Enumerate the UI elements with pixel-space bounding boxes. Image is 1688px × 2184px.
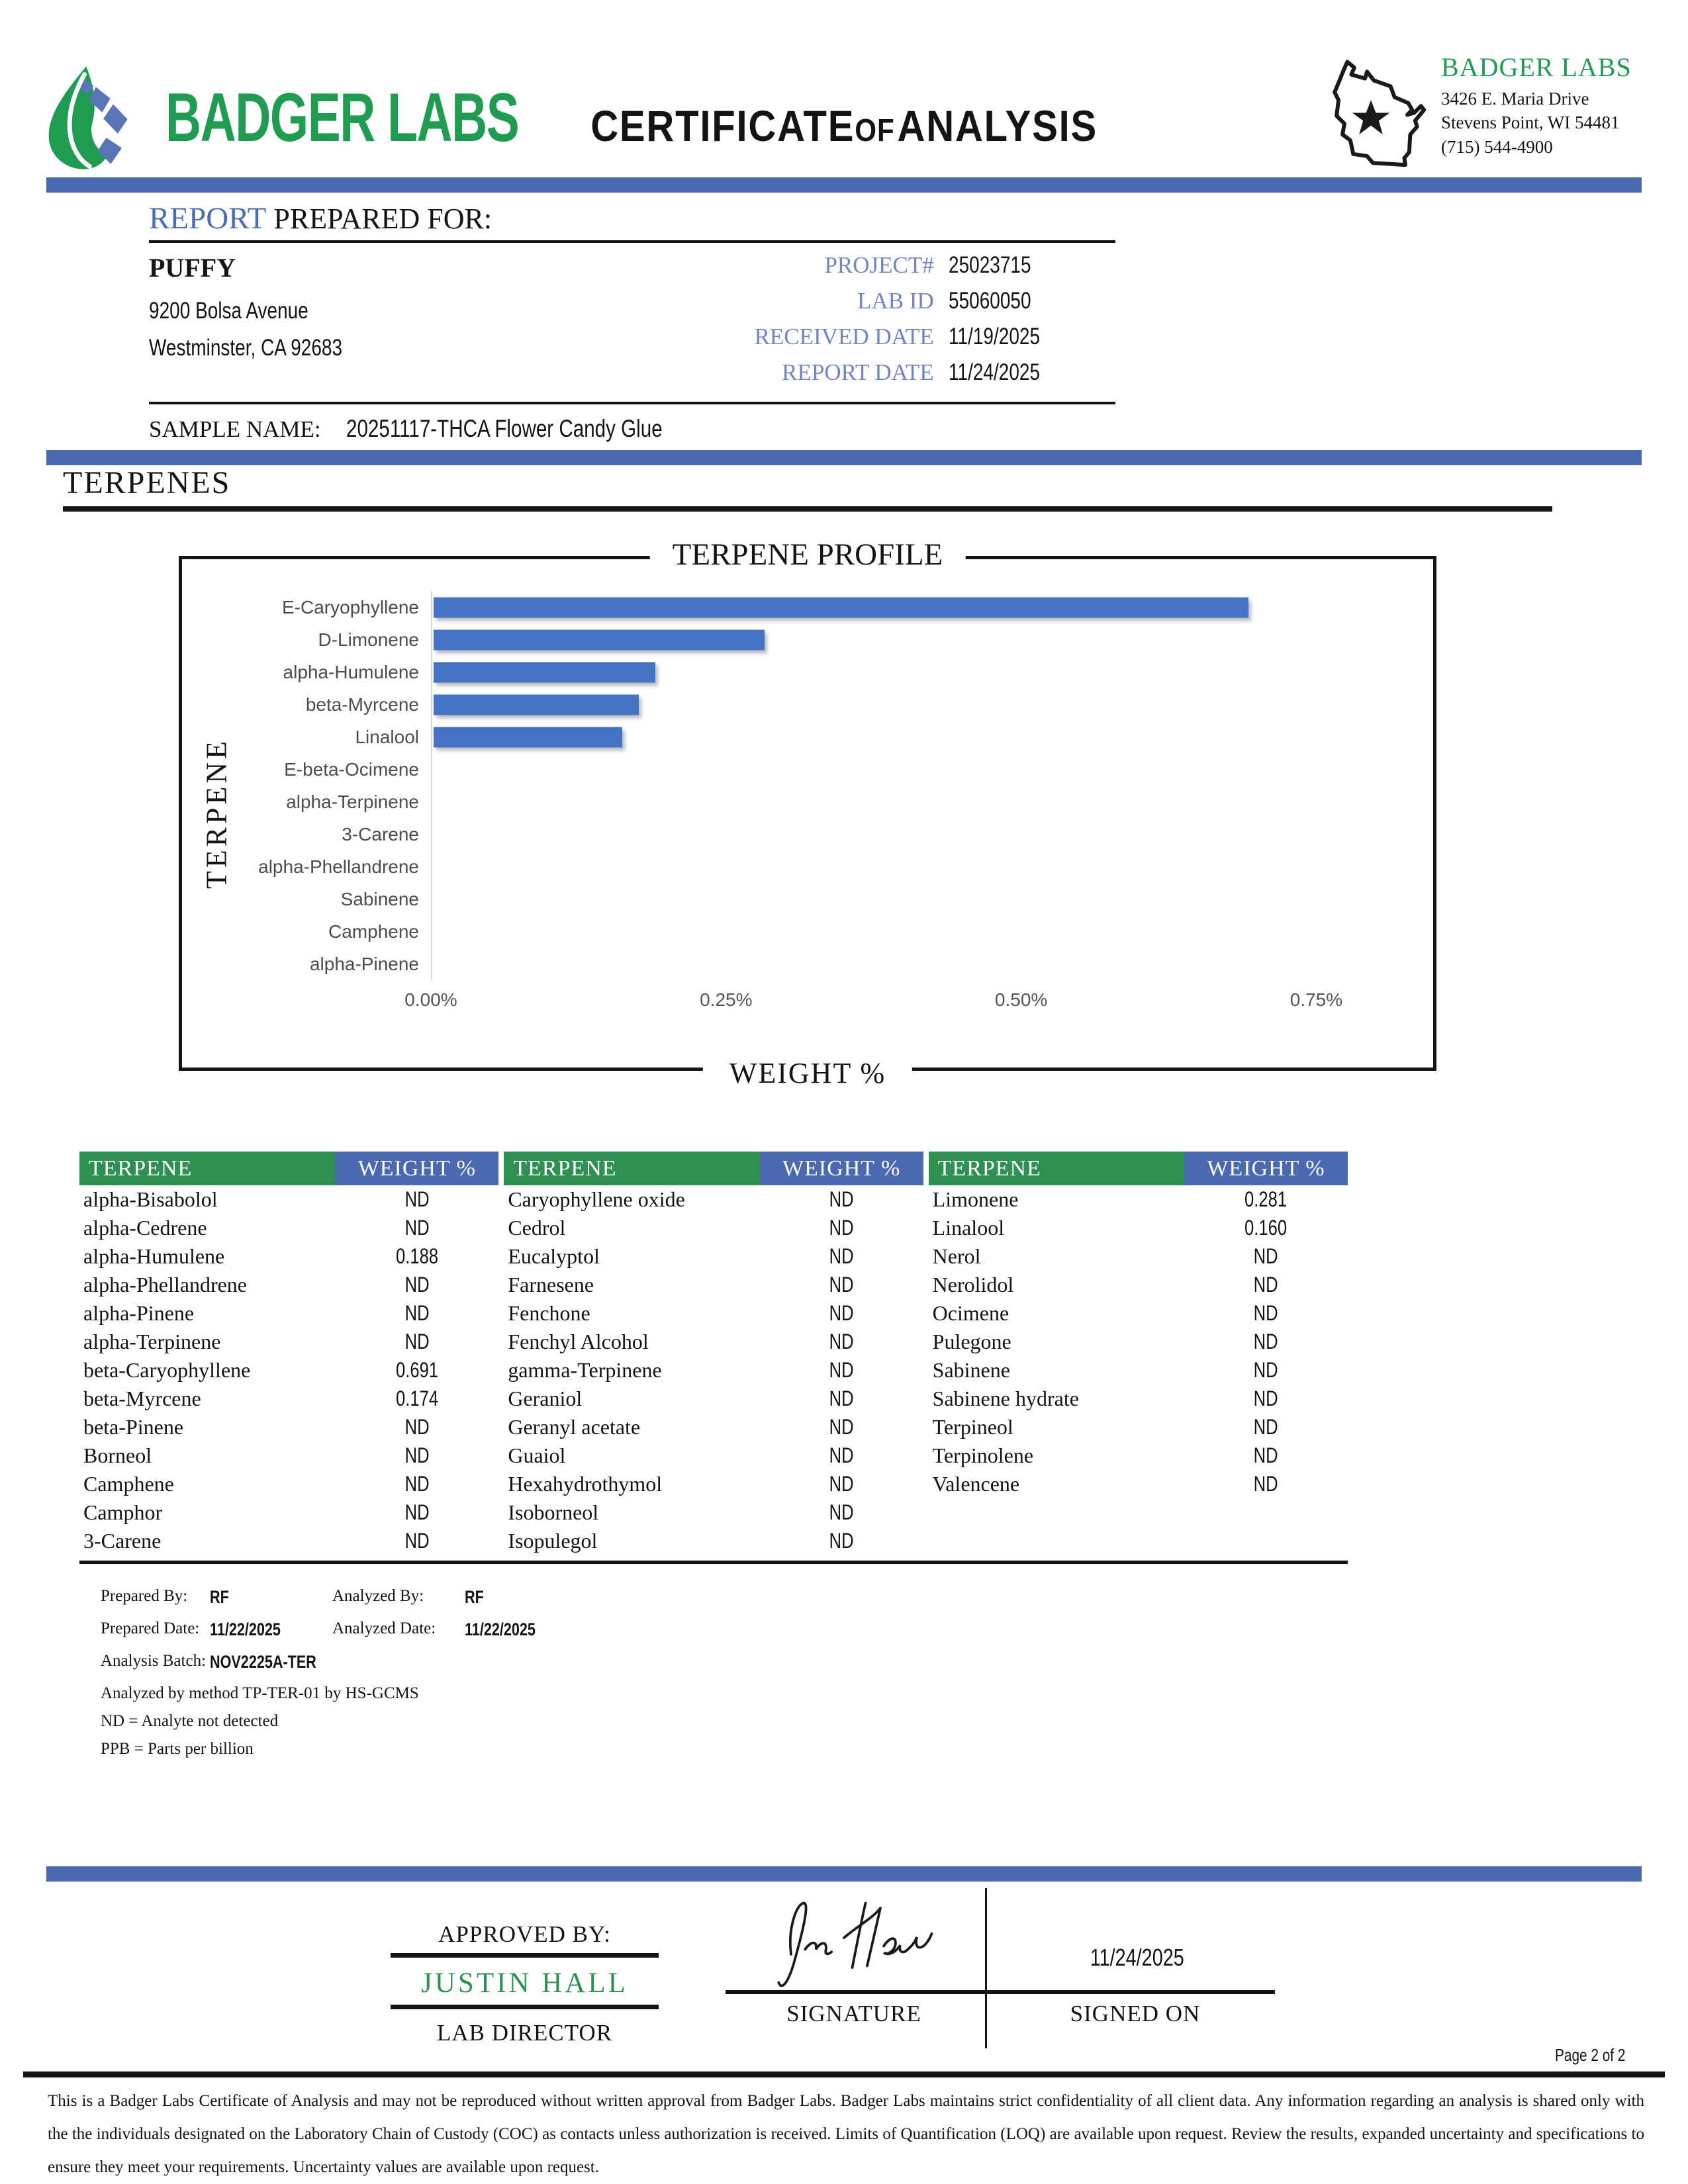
terpene-name: Farnesene (508, 1273, 594, 1297)
terpene-weight-value: ND (829, 1301, 854, 1325)
divider-bar-bottom (46, 1866, 1642, 1882)
chart-row (185, 948, 1415, 980)
wordmark: BADGER LABS (165, 79, 519, 156)
chart-y-axis-label: TERPENE (200, 721, 234, 906)
approver-rule-bottom (391, 2005, 659, 2009)
axis-tick-label: 0.25% (700, 989, 753, 1010)
table-row (504, 1356, 923, 1385)
chart-category-label: Sabinene (340, 888, 419, 909)
sample-rule (149, 402, 1115, 404)
terpene-name: Camphene (83, 1472, 174, 1496)
chart-row (185, 850, 1415, 883)
terpene-name: Guaiol (508, 1443, 566, 1467)
chart-bar-track (431, 915, 1415, 948)
table-row (504, 1185, 923, 1214)
terpene-name: Sabinene hydrate (932, 1387, 1079, 1410)
prepared-date-value: 11/22/2025 (210, 1619, 281, 1639)
terpene-weight-value: ND (404, 1529, 430, 1553)
table-row (929, 1356, 1348, 1385)
chart-category-label: beta-Myrcene (305, 694, 419, 715)
client-name: PUFFY (149, 253, 236, 283)
chart-x-axis-ticks (185, 989, 1415, 1019)
terpene-weight-value: ND (1253, 1415, 1278, 1439)
terpene-name: Geraniol (508, 1387, 583, 1410)
section-title: TERPENES (63, 465, 231, 500)
meta-label: PROJECT# (824, 252, 934, 278)
terpene-name: alpha-Phellandrene (83, 1273, 247, 1297)
table-row (929, 1385, 1348, 1413)
terpene-weight-value: ND (1253, 1443, 1278, 1467)
chart-row (185, 721, 1415, 753)
divider-bar-top (46, 177, 1642, 193)
terpene-weight-value: ND (829, 1500, 854, 1524)
approver-rule-top (391, 1953, 659, 1958)
terpene-weight-value: 0.691 (395, 1358, 438, 1382)
axis-tick-label: 0.50% (994, 989, 1048, 1010)
chart-x-axis-label: WEIGHT % (703, 1056, 912, 1090)
terpene-name: Valencene (932, 1472, 1020, 1496)
lab-emblem (1314, 52, 1632, 176)
table-column-group (929, 1152, 1348, 1555)
terpene-weight-value: ND (829, 1358, 854, 1382)
terpene-name: Eucalyptol (508, 1244, 600, 1268)
title-analysis: ANALYSIS (897, 101, 1098, 150)
table-row (929, 1214, 1348, 1242)
divider-bar-middle (46, 450, 1642, 465)
table-row (929, 1299, 1348, 1328)
chart-category-label: E-Caryophyllene (282, 596, 419, 617)
terpene-name: Isopulegol (508, 1529, 598, 1553)
chart-bar-track (431, 883, 1415, 915)
terpene-weight-value: ND (404, 1443, 430, 1467)
terpene-name: 3-Carene (83, 1529, 162, 1553)
terpenes-section-heading (63, 465, 1552, 512)
approved-by-label: APPROVED BY: (438, 1921, 611, 1947)
chart-bar-track (431, 948, 1415, 980)
chart-row (185, 623, 1415, 656)
meta-value: 11/19/2025 (948, 324, 1040, 349)
section-underline (63, 506, 1552, 512)
terpene-name: Cedrol (508, 1216, 566, 1240)
method-note: Analyzed by method TP-TER-01 by HS-GCMS (101, 1684, 419, 1702)
client-address1: 9200 Bolsa Avenue (149, 298, 308, 324)
chart-bar (434, 662, 655, 682)
table-row (79, 1527, 498, 1555)
table-row (79, 1214, 498, 1242)
table-row (79, 1185, 498, 1214)
chart-row (185, 591, 1415, 623)
chart-row (185, 818, 1415, 850)
table-row (79, 1413, 498, 1441)
terpene-weight-value: ND (829, 1244, 854, 1268)
lab-address-block (1441, 52, 1632, 176)
chart-bar-track (431, 786, 1415, 818)
chart-bar-track (431, 591, 1415, 623)
table-row (929, 1328, 1348, 1356)
signed-on-label: SIGNED ON (1070, 2001, 1201, 2026)
terpene-column-header: TERPENE (79, 1152, 335, 1185)
table-row (504, 1242, 923, 1271)
chart-bar-track (431, 818, 1415, 850)
meta-label: LAB ID (857, 288, 934, 314)
terpene-name: beta-Caryophyllene (83, 1358, 251, 1382)
chart-category-label: alpha-Phellandrene (258, 856, 419, 877)
heading-rule (149, 240, 1115, 243)
analysis-batch-value: NOV2225A-TER (210, 1652, 316, 1672)
table-row (79, 1328, 498, 1356)
terpene-weight-value: ND (829, 1415, 854, 1439)
meta-row (613, 288, 1115, 314)
sample-name-value: 20251117-THCA Flower Candy Glue (346, 415, 663, 442)
title-certificate: CERTIFICATE (590, 101, 855, 150)
address-line3: (715) 544-4900 (1441, 136, 1553, 157)
terpene-name: beta-Pinene (83, 1415, 184, 1439)
terpene-name: Isoborneol (508, 1500, 599, 1524)
chart-row (185, 656, 1415, 688)
signature-rule (726, 1990, 1275, 1994)
weight-column-header: WEIGHT % (760, 1152, 923, 1185)
table-row (79, 1470, 498, 1498)
chart-bar-track (431, 623, 1415, 656)
chart-category-label: alpha-Terpinene (286, 791, 419, 812)
analysis-batch-label: Analysis Batch: (101, 1652, 207, 1670)
terpene-name: Linalool (932, 1216, 1005, 1240)
terpene-weight-value: 0.188 (395, 1244, 438, 1268)
terpene-weight-value: 0.174 (395, 1387, 438, 1410)
emblem-lab-name: BADGER LABS (1441, 52, 1632, 82)
signature-label: SIGNATURE (786, 2001, 921, 2026)
terpene-name: Terpinolene (932, 1443, 1034, 1467)
chart-row (185, 753, 1415, 786)
terpene-weight-value: ND (1253, 1387, 1278, 1410)
signature-divider (985, 1888, 987, 2048)
terpene-name: Pulegone (932, 1330, 1011, 1353)
report-heading-accent: REPORT (149, 201, 267, 236)
meta-label: REPORT DATE (782, 359, 934, 385)
terpene-weight-value: ND (404, 1216, 430, 1240)
approver-block (391, 1921, 659, 2046)
chart-category-label: alpha-Pinene (309, 953, 419, 974)
terpene-weight-value: ND (1253, 1358, 1278, 1382)
terpene-weight-value: ND (404, 1500, 430, 1524)
terpene-weight-value: ND (829, 1187, 854, 1211)
table-row (79, 1271, 498, 1299)
table-row (504, 1299, 923, 1328)
title-of: OF (855, 113, 895, 148)
table-row (504, 1527, 923, 1555)
terpene-name: Ocimene (932, 1301, 1009, 1325)
terpene-column-header: TERPENE (929, 1152, 1184, 1185)
chart-bar-track (431, 721, 1415, 753)
terpene-weight-value: ND (404, 1187, 430, 1211)
approval-section (0, 1883, 1688, 2055)
footer-disclaimer: This is a Badger Labs Certificate of Analysis and may not be reproduced without written approval from Badger Labs. Badger Labs maintains strict confidentiality of all client data. Any information regarding an analysis is shared only with the the individuals designated on the Laboratory Chain of Custody (COC) as contacts unless authorization is received. Limits of Quantification (LOQ) are available upon request. Review the results, expanded uncertainty and specifications to ensure they meet your requirements. Uncertainty values are available upon request. (48, 2092, 1644, 2176)
prepared-by-value: RF (210, 1587, 229, 1607)
chart-bar-track (431, 688, 1415, 721)
weight-column-header: WEIGHT % (335, 1152, 498, 1185)
table-row (504, 1328, 923, 1356)
table-row (79, 1356, 498, 1385)
signature-image (758, 1895, 976, 1994)
table-header-row (504, 1152, 923, 1185)
meta-row (613, 359, 1115, 386)
table-row (79, 1441, 498, 1470)
terpene-name: Fenchyl Alcohol (508, 1330, 649, 1353)
approver-name: JUSTIN HALL (421, 1968, 628, 1999)
chart-row (185, 883, 1415, 915)
report-heading (149, 201, 1115, 236)
analyzed-by-label: Analyzed By: (332, 1587, 424, 1605)
terpene-weight-value: ND (404, 1301, 430, 1325)
terpene-name: Hexahydrothymol (508, 1472, 663, 1496)
table-row (504, 1470, 923, 1498)
terpene-name: Fenchone (508, 1301, 590, 1325)
table-row (929, 1441, 1348, 1470)
terpene-name: alpha-Bisabolol (83, 1187, 218, 1211)
signed-on-date: 11/24/2025 (1090, 1944, 1184, 1971)
chart-bar (434, 694, 639, 715)
meta-row (613, 252, 1115, 279)
terpene-name: alpha-Pinene (83, 1301, 195, 1325)
terpene-profile-chart (179, 537, 1436, 1089)
terpene-weight-value: ND (829, 1529, 854, 1553)
meta-value: 55060050 (948, 288, 1031, 314)
table-row (929, 1413, 1348, 1441)
analyzed-date-label: Analyzed Date: (332, 1619, 436, 1637)
table-row (929, 1242, 1348, 1271)
meta-value: 25023715 (948, 252, 1031, 278)
table-row (929, 1185, 1348, 1214)
address-line1: 3426 E. Maria Drive (1441, 89, 1589, 109)
terpene-name: Terpineol (932, 1415, 1013, 1439)
chart-plot-area (185, 591, 1415, 1019)
table-row (504, 1441, 923, 1470)
table-column-group (504, 1152, 923, 1555)
wisconsin-map-icon (1314, 52, 1432, 176)
axis-tick-label: 0.00% (404, 989, 457, 1010)
terpene-weight-value: ND (404, 1330, 430, 1353)
terpene-weight-value: ND (404, 1273, 430, 1297)
terpene-weight-value: ND (829, 1387, 854, 1410)
terpene-name: Nerolidol (932, 1273, 1014, 1297)
terpene-name: Nerol (932, 1244, 981, 1268)
terpene-name: gamma-Terpinene (508, 1358, 662, 1382)
chart-row (185, 915, 1415, 948)
table-row (929, 1271, 1348, 1299)
terpene-name: alpha-Cedrene (83, 1216, 207, 1240)
table-row (504, 1385, 923, 1413)
address-line2: Stevens Point, WI 54481 (1441, 113, 1620, 133)
sample-name-label: SAMPLE NAME: (149, 416, 321, 442)
approver-title: LAB DIRECTOR (436, 2020, 613, 2046)
table-row (79, 1498, 498, 1527)
analyzed-by-value: RF (465, 1587, 484, 1607)
weight-column-header: WEIGHT % (1184, 1152, 1348, 1185)
analysis-notes (101, 1587, 610, 1758)
terpene-weight-value: ND (404, 1415, 430, 1439)
chart-bar-track (431, 753, 1415, 786)
chart-category-label: E-beta-Ocimene (284, 758, 419, 780)
terpene-name: Caryophyllene oxide (508, 1187, 685, 1211)
terpene-weight-value: ND (1253, 1244, 1278, 1268)
chart-category-label: 3-Carene (342, 823, 419, 844)
client-block (149, 252, 613, 395)
chart-bar (434, 727, 622, 747)
table-row (504, 1413, 923, 1441)
page-number: Page 2 of 2 (1555, 2045, 1626, 2065)
terpene-weight-value: ND (1253, 1330, 1278, 1353)
terpene-weight-value: ND (1253, 1301, 1278, 1325)
nd-definition: ND = Analyte not detected (101, 1712, 279, 1730)
analyzed-date-value: 11/22/2025 (465, 1619, 536, 1639)
terpene-name: Sabinene (932, 1358, 1010, 1382)
terpene-weight-value: ND (829, 1273, 854, 1297)
chart-bar (434, 597, 1248, 617)
terpene-name: alpha-Terpinene (83, 1330, 221, 1353)
terpene-name: alpha-Humulene (83, 1244, 225, 1268)
terpene-name: Camphor (83, 1500, 163, 1524)
table-row (79, 1385, 498, 1413)
chart-row (185, 688, 1415, 721)
chart-category-label: alpha-Humulene (283, 661, 419, 682)
prepared-date-label: Prepared Date: (101, 1619, 200, 1637)
client-address2: Westminster, CA 92683 (149, 335, 343, 361)
report-heading-rest: PREPARED FOR: (273, 203, 492, 235)
chart-row (185, 786, 1415, 818)
terpene-weight-value: ND (829, 1443, 854, 1467)
terpene-weight-value: ND (829, 1472, 854, 1496)
chart-category-label: D-Limonene (318, 629, 419, 650)
footer-rule (23, 2071, 1665, 2077)
ppb-definition: PPB = Parts per billion (101, 1740, 254, 1758)
chart-bar-track (431, 656, 1415, 688)
chart-category-label: Camphene (328, 921, 419, 942)
meta-row (613, 324, 1115, 350)
prepared-by-label: Prepared By: (101, 1587, 188, 1605)
terpene-name: Borneol (83, 1443, 152, 1467)
terpene-weight-value: ND (404, 1472, 430, 1496)
table-row (504, 1498, 923, 1527)
report-info-section (149, 201, 1115, 443)
terpene-column-header: TERPENE (504, 1152, 759, 1185)
table-header-row (79, 1152, 498, 1185)
terpene-weight-value: ND (1253, 1472, 1278, 1496)
table-header-row (929, 1152, 1348, 1185)
axis-tick-label: 0.75% (1289, 989, 1343, 1010)
sample-name-row (149, 415, 1115, 443)
terpene-weight-value: ND (829, 1330, 854, 1353)
chart-title: TERPENE PROFILE (650, 537, 966, 572)
meta-label: RECEIVED DATE (754, 324, 934, 349)
table-row (929, 1470, 1348, 1498)
terpene-weight-value: ND (1253, 1273, 1278, 1297)
terpene-results-table (79, 1152, 1348, 1564)
terpene-name: Geranyl acetate (508, 1415, 641, 1439)
chart-category-label: Linalool (355, 726, 419, 747)
terpene-weight-value: ND (829, 1216, 854, 1240)
terpene-weight-value: 0.160 (1244, 1216, 1288, 1240)
table-row (504, 1271, 923, 1299)
table-row (79, 1242, 498, 1271)
terpene-name: beta-Myrcene (83, 1387, 201, 1410)
table-column-group (79, 1152, 498, 1555)
table-row (79, 1299, 498, 1328)
terpene-weight-value: 0.281 (1244, 1187, 1288, 1211)
chart-bar (434, 629, 765, 650)
meta-value: 11/24/2025 (948, 359, 1040, 385)
report-meta-block (613, 252, 1115, 395)
chart-bar-track (431, 850, 1415, 883)
terpene-name: Limonene (932, 1187, 1019, 1211)
table-row (504, 1214, 923, 1242)
